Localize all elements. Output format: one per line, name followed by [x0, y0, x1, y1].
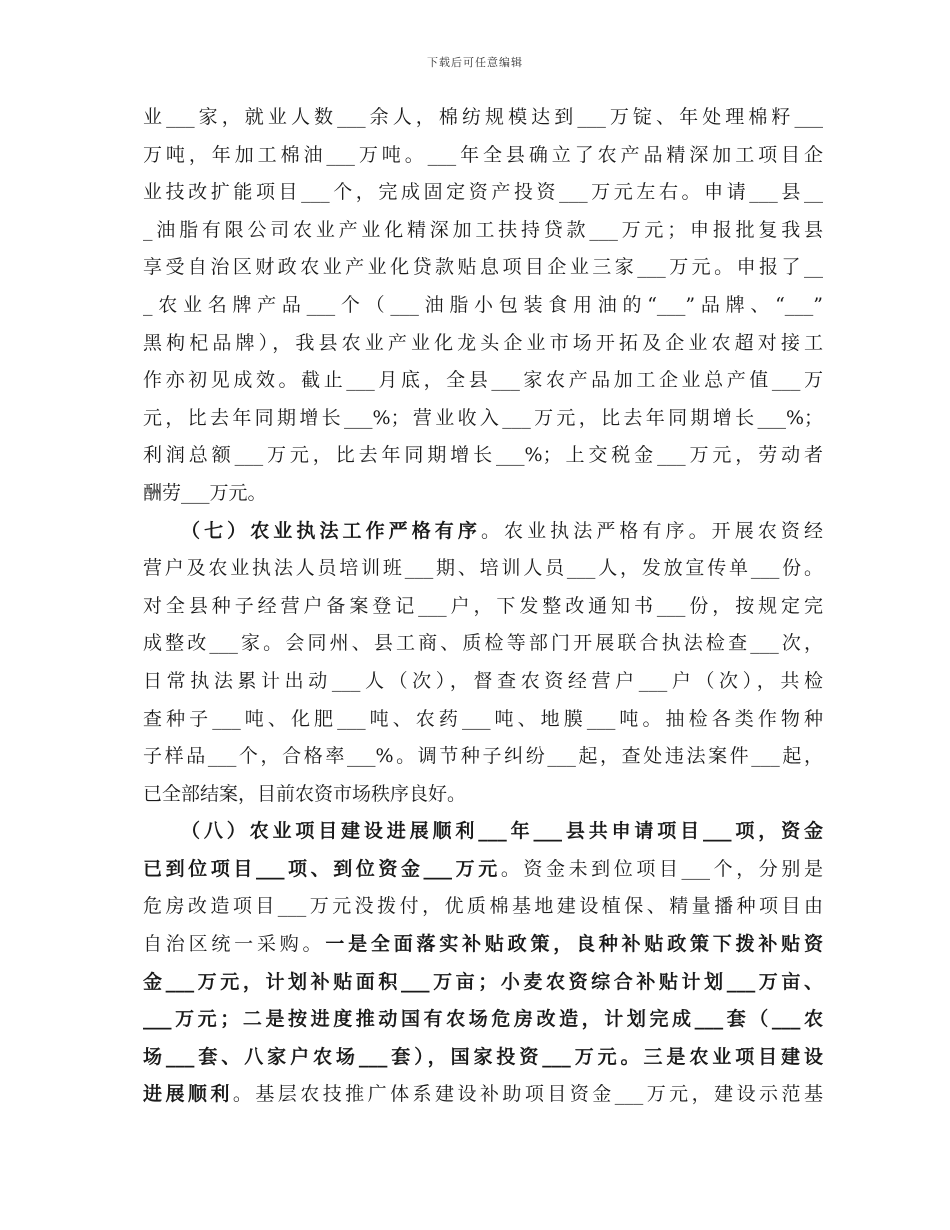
text-line: [143, 362, 823, 400]
bold-text-segment: ___万元；二是按进度推动国有农场危房改造，计划完成___套（___农: [143, 1008, 823, 1031]
text-segment: 自治区统一采购。: [143, 933, 326, 956]
text-segment: 查种子___吨、化肥___吨、农药___吨、地膜___吨。抽检各类作物种: [143, 707, 823, 730]
text-segment: 万吨，年加工棉油___万吨。___年全县确立了农产品精深加工项目企: [143, 143, 823, 166]
text-segment: 作亦初见成效。截止___月底，全县___家农产品加工企业总产值___万: [143, 369, 823, 392]
text-segment: 黑枸杞品牌），我县农业产业化龙头企业市场开拓及企业农超对接工: [143, 331, 823, 354]
text-line: [143, 212, 823, 250]
text-line: [143, 437, 823, 475]
page-header: 下载后可任意编辑: [427, 56, 523, 69]
text-segment: 元，比去年同期增长___%；营业收入___万元，比去年同期增长___%；: [143, 406, 823, 429]
text-line: [143, 813, 823, 851]
text-line: [143, 588, 823, 626]
text-line: [143, 851, 823, 889]
text-line: [143, 400, 823, 438]
text-segment: 成整改___家。会同州、县工商、质检等部门开展联合执法检查___次，: [143, 632, 823, 655]
text-line: [143, 249, 823, 287]
text-line: [143, 701, 823, 739]
text-line: [143, 776, 823, 814]
text-line: [143, 550, 823, 588]
text-line: [143, 1076, 823, 1114]
text-segment: 。资金未到位项目___个，分别是: [500, 857, 823, 880]
text-segment: 日常执法累计出动___人（次），督查农资经营户___户（次），共检: [143, 669, 823, 692]
text-line: [143, 738, 823, 776]
bold-text-segment: 金___万元，计划补贴面积___万亩；小麦农资综合补贴计划___万亩、: [143, 970, 823, 993]
text-line: [143, 174, 823, 212]
bold-text-segment: （八）农业项目建设进展顺利___年___县共申请项目___项，资金: [181, 820, 823, 843]
text-segment: 业技改扩能项目___个，完成固定资产投资___万元左右。申请___县__: [143, 181, 823, 204]
bold-text-segment: 进展顺利: [143, 1083, 233, 1106]
text-segment: 享受自治区财政农业产业化贷款贴息项目企业三家___万元。申报了__: [143, 256, 823, 279]
text-line: [143, 964, 823, 1002]
text-line: [143, 663, 823, 701]
text-segment: _油脂有限公司农业产业化精深加工扶持贷款___万元；申报批复我县: [143, 218, 823, 241]
text-line: [143, 625, 823, 663]
text-segment: 利润总额___万元，比去年同期增长___%；上交税金___万元，劳动者: [143, 444, 823, 467]
text-segment: 。农业执法严格有序。开展农资经: [480, 519, 823, 542]
text-segment: 营户及农业执法人员培训班___期、培训人员___人，发放宣传单___份。: [143, 557, 823, 580]
bold-text-segment: （七）农业执法工作严格有序: [181, 519, 481, 542]
bold-text-segment: 已到位项目___项、到位资金___万元: [143, 857, 501, 880]
document-body: [143, 99, 823, 1114]
text-line: [143, 99, 823, 137]
text-line: [143, 1039, 823, 1077]
text-line: [143, 475, 823, 513]
text-segment: _农业名牌产品___个（___油脂小包装食用油的“___”品牌、“___”: [143, 293, 823, 316]
text-line: [143, 137, 823, 175]
text-line: [143, 287, 823, 325]
text-segment: 子样品___个，合格率___%。调节种子纠纷___起，查处违法案件___起，: [143, 745, 823, 768]
text-segment: 酬劳___万元。: [143, 481, 267, 504]
text-line: [143, 1001, 823, 1039]
text-line: [143, 888, 823, 926]
text-line: [143, 513, 823, 551]
bold-text-segment: 场___套、八家户农场___套），国家投资___万元。三是农业项目建设: [143, 1045, 823, 1068]
text-segment: 。基层农技推广体系建设补助项目资金___万元，建设示范基: [232, 1083, 823, 1106]
text-segment: 业___家，就业人数___余人，棉纺规模达到___万锭、年处理棉籽___: [143, 106, 823, 128]
text-segment: 危房改造项目___万元没拨付，优质棉基地建设植保、精量播种项目由: [143, 895, 823, 918]
text-line: [143, 325, 823, 363]
bold-text-segment: 一是全面落实补贴政策，良种补贴政策下拨补贴资: [325, 933, 823, 956]
text-segment: 对全县种子经营户备案登记___户，下发整改通知书___份，按规定完: [143, 594, 823, 617]
text-line: [143, 926, 823, 964]
text-segment: 已全部结案，目前农资市场秩序良好。: [143, 782, 467, 805]
